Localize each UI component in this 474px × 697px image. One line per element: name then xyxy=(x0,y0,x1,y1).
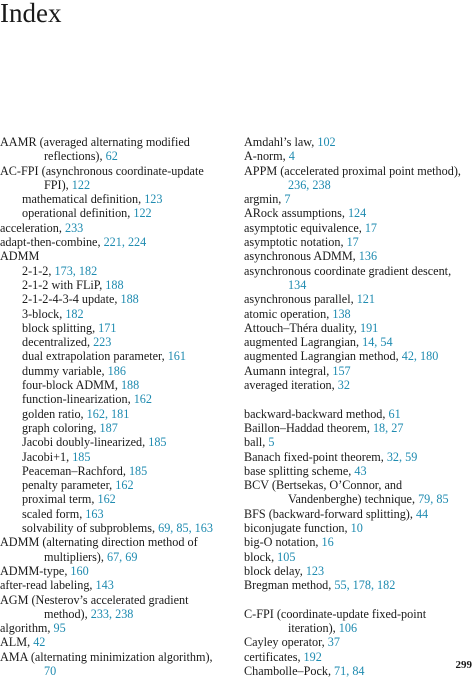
index-entry xyxy=(244,364,466,378)
index-subentry xyxy=(0,435,226,449)
index-entry xyxy=(0,578,226,592)
index-subentry xyxy=(0,464,226,478)
index-column-left xyxy=(0,135,226,678)
index-term: block splitting, xyxy=(22,320,99,335)
index-term: Vandenberghe) technique, xyxy=(288,492,419,507)
index-term: backward-backward method, xyxy=(244,406,389,421)
index-term: ADMM (alternating direction method of xyxy=(0,535,198,550)
page-reference[interactable]: 42 xyxy=(33,635,46,650)
index-term: dual extrapolation parameter, xyxy=(22,349,168,364)
index-subentry xyxy=(0,507,226,521)
index-term: Baillon–Haddad theorem, xyxy=(244,420,373,435)
page-reference[interactable]: 236, 238 xyxy=(288,177,331,192)
index-term: 2-1-2 with FLiP, xyxy=(22,277,106,292)
index-term: C-FPI (coordinate-update fixed-point xyxy=(244,606,427,621)
page-reference[interactable]: 185 xyxy=(72,449,91,464)
index-term: certificates, xyxy=(244,649,304,664)
index-term: decentralized, xyxy=(22,335,94,350)
page-reference[interactable]: 221, 224 xyxy=(103,235,147,250)
page-reference[interactable]: 163 xyxy=(85,506,104,521)
index-subentry xyxy=(0,492,226,506)
index-entry xyxy=(0,249,226,263)
page-reference[interactable]: 16 xyxy=(321,535,334,550)
page-reference[interactable]: 223 xyxy=(93,335,112,350)
index-term: Amdahl’s law, xyxy=(244,135,318,149)
index-subentry xyxy=(0,364,226,378)
index-subentry xyxy=(0,206,226,220)
page-reference[interactable]: 192 xyxy=(303,649,322,664)
page-reference[interactable]: 79, 85 xyxy=(418,492,449,507)
page-reference[interactable]: 55, 178, 182 xyxy=(334,578,396,593)
page-reference[interactable]: 233 xyxy=(64,220,84,235)
page-reference[interactable]: 4 xyxy=(288,149,295,164)
index-term: AGM (Nesterov’s accelerated gradient xyxy=(0,592,189,607)
index-entry xyxy=(0,635,226,649)
index-entry xyxy=(244,221,466,235)
page-reference[interactable]: 14, 54 xyxy=(362,335,393,350)
index-entry xyxy=(0,564,226,578)
index-term: asynchronous coordinate gradient descent, xyxy=(244,263,452,278)
page-reference[interactable]: 191 xyxy=(359,320,379,335)
index-entry xyxy=(244,349,466,363)
index-term: asymptotic notation, xyxy=(244,235,347,250)
index-term: golden ratio, xyxy=(22,406,87,421)
index-entry xyxy=(244,292,466,306)
page-reference[interactable]: 185 xyxy=(128,463,148,478)
index-entry xyxy=(244,192,466,206)
page-reference[interactable]: 69, 85, 163 xyxy=(158,521,213,536)
index-term: Aumann integral, xyxy=(244,363,333,378)
index-term: APPM (accelerated proximal point method), xyxy=(244,163,461,178)
index-entry xyxy=(244,635,466,649)
index-subentry xyxy=(0,521,226,535)
page-reference[interactable]: 17 xyxy=(346,235,359,250)
index-subentry xyxy=(0,450,226,464)
index-entry xyxy=(0,621,226,635)
page-reference[interactable]: 185 xyxy=(148,435,167,450)
index-subentry xyxy=(0,378,226,392)
page-reference[interactable]: 143 xyxy=(95,578,114,593)
index-term: reflections), xyxy=(44,149,106,164)
index-term: augmented Lagrangian, xyxy=(244,335,363,350)
index-term: asymptotic equivalence, xyxy=(244,220,365,235)
page-reference[interactable]: 95 xyxy=(53,621,66,636)
index-entry xyxy=(244,307,466,321)
page-reference[interactable]: 123 xyxy=(144,192,163,207)
page-reference[interactable]: 105 xyxy=(277,549,296,564)
page-reference[interactable]: 188 xyxy=(105,277,124,292)
index-subentry xyxy=(0,349,226,363)
index-term: averaged iteration, xyxy=(244,378,338,393)
index-term: Peaceman–Rachford, xyxy=(22,463,129,478)
index-subentry xyxy=(0,192,226,206)
index-term: atomic operation, xyxy=(244,306,333,321)
page-reference[interactable]: 67, 69 xyxy=(106,549,138,564)
index-term: 2-1-2-4-3-4 update, xyxy=(22,292,121,307)
index-subentry xyxy=(0,278,226,292)
index-subentry xyxy=(0,321,226,335)
index-entry xyxy=(0,535,226,564)
index-term: penalty parameter, xyxy=(22,478,116,493)
index-entry xyxy=(244,507,466,521)
page-reference[interactable]: 187 xyxy=(99,420,118,435)
page-reference[interactable]: 160 xyxy=(70,563,89,578)
page-reference[interactable]: 124 xyxy=(347,206,367,221)
page-reference[interactable]: 17 xyxy=(364,220,378,235)
index-term: ALM, xyxy=(0,635,34,650)
index-term: acceleration, xyxy=(0,220,65,235)
index-subentry xyxy=(0,264,226,278)
index-entry xyxy=(244,535,466,549)
index-term: solvability of subproblems, xyxy=(22,521,159,536)
index-term: four-block ADMM, xyxy=(22,378,121,393)
index-term: operational definition, xyxy=(22,206,134,221)
index-term: 2-1-2, xyxy=(22,263,55,278)
page-reference[interactable]: 10 xyxy=(350,521,363,536)
index-entry xyxy=(244,478,466,507)
index-entry xyxy=(0,135,226,164)
index-entry xyxy=(244,206,466,220)
index-subentry xyxy=(0,335,226,349)
page-reference[interactable]: 162 xyxy=(133,392,152,407)
index-entry xyxy=(244,550,466,564)
index-entry xyxy=(244,578,466,592)
index-term: Bregman method, xyxy=(244,578,335,593)
page-reference[interactable]: 71, 84 xyxy=(334,663,365,678)
index-term: Attouch–Théra duality, xyxy=(244,320,360,335)
page-reference[interactable]: 70 xyxy=(44,663,57,678)
page-reference[interactable]: 136 xyxy=(358,249,378,264)
index-term: multipliers), xyxy=(44,549,107,564)
index-entry xyxy=(244,564,466,578)
page-reference[interactable]: 37 xyxy=(327,635,340,650)
index-column-right xyxy=(244,135,466,678)
index-entry xyxy=(244,650,466,664)
index-entry xyxy=(0,164,226,193)
index-term: method), xyxy=(44,606,91,621)
index-entry xyxy=(244,149,466,163)
page-reference[interactable]: 162 xyxy=(97,492,116,507)
page-title: Index xyxy=(0,0,62,28)
letter-group-gap xyxy=(244,392,466,406)
index-term: base splitting scheme, xyxy=(244,463,355,478)
page-reference[interactable]: 162, 181 xyxy=(86,406,130,421)
page-reference[interactable]: 122 xyxy=(133,206,152,221)
index-subentry xyxy=(0,478,226,492)
index-entry xyxy=(244,421,466,435)
index-entry xyxy=(244,664,466,678)
index-term: iteration), xyxy=(288,621,339,636)
index-term: block, xyxy=(244,549,278,564)
page-reference[interactable]: 134 xyxy=(288,277,307,292)
page-reference[interactable]: 161 xyxy=(167,349,186,364)
index-term: ADMM-type, xyxy=(0,563,71,578)
index-term: ADMM xyxy=(0,249,40,264)
index-term: A-norm, xyxy=(244,149,289,164)
index-term: graph coloring, xyxy=(22,420,100,435)
index-term: argmin, xyxy=(244,192,285,207)
page-reference[interactable]: 188 xyxy=(120,292,139,307)
index-entry xyxy=(244,521,466,535)
index-term: FPI), xyxy=(44,177,72,192)
page-reference[interactable]: 102 xyxy=(317,135,336,149)
index-entry xyxy=(244,435,466,449)
index-entry xyxy=(0,235,226,249)
index-term: Banach fixed-point theorem, xyxy=(244,449,387,464)
page-reference[interactable]: 18, 27 xyxy=(372,420,404,435)
page-reference[interactable]: 122 xyxy=(71,177,91,192)
page-reference[interactable]: 32, 59 xyxy=(386,449,418,464)
index-entry xyxy=(244,607,466,636)
index-term: ball, xyxy=(244,435,269,450)
index-term: Jacobi doubly-linearized, xyxy=(22,435,149,450)
page-reference[interactable]: 61 xyxy=(388,406,401,421)
index-term: adapt-then-combine, xyxy=(0,235,104,250)
index-term: block delay, xyxy=(244,563,306,578)
page-reference[interactable]: 182 xyxy=(65,306,84,321)
page-reference[interactable]: 233, 238 xyxy=(90,606,134,621)
index-entry xyxy=(0,650,226,679)
index-term: BFS (backward-forward splitting), xyxy=(244,506,416,521)
page-reference[interactable]: 171 xyxy=(98,320,117,335)
page-reference[interactable]: 186 xyxy=(107,363,126,378)
index-entry xyxy=(244,450,466,464)
page-reference[interactable]: 32 xyxy=(337,378,350,393)
index-entry xyxy=(0,593,226,622)
index-term: asynchronous ADMM, xyxy=(244,249,359,264)
index-entry xyxy=(244,335,466,349)
index-entry xyxy=(244,249,466,263)
page-reference[interactable]: 44 xyxy=(415,506,429,521)
index-entry xyxy=(244,164,466,193)
index-term: proximal term, xyxy=(22,492,98,507)
index-term: asynchronous parallel, xyxy=(244,292,357,307)
index-subentry xyxy=(0,307,226,321)
page-reference[interactable]: 121 xyxy=(356,292,375,307)
page-reference[interactable]: 7 xyxy=(284,192,291,207)
index-term: ARock assumptions, xyxy=(244,206,348,221)
page-reference[interactable]: 62 xyxy=(105,149,118,164)
index-subentry xyxy=(0,421,226,435)
index-term: AMA (alternating minimization algorithm), xyxy=(0,649,213,664)
index-term: scaled form, xyxy=(22,506,86,521)
index-entry xyxy=(244,378,466,392)
index-term: algorithm, xyxy=(0,621,54,636)
page-reference[interactable]: 188 xyxy=(120,378,140,393)
index-term: Jacobi+1, xyxy=(22,449,73,464)
index-term: BCV (Bertsekas, O’Connor, and xyxy=(244,478,403,493)
page-reference[interactable]: 5 xyxy=(268,435,275,450)
index-entry xyxy=(244,135,466,149)
index-entry xyxy=(244,407,466,421)
index-entry xyxy=(244,464,466,478)
index-subentry xyxy=(0,392,226,406)
index-term: after-read labeling, xyxy=(0,578,96,593)
index-term: dummy variable, xyxy=(22,363,108,378)
index-term: 3-block, xyxy=(22,306,66,321)
index-term: AC-FPI (asynchronous coordinate-update xyxy=(0,163,204,178)
page-reference[interactable]: 123 xyxy=(305,563,325,578)
index-term: augmented Lagrangian method, xyxy=(244,349,402,364)
index-term: function-linearization, xyxy=(22,392,134,407)
index-term: Chambolle–Pock, xyxy=(244,663,335,678)
index-term: mathematical definition, xyxy=(22,192,145,207)
index-entry xyxy=(244,264,466,293)
index-entry xyxy=(0,221,226,235)
page-reference[interactable]: 157 xyxy=(332,363,351,378)
index-term: Cayley operator, xyxy=(244,635,328,650)
page-reference[interactable]: 42, 180 xyxy=(401,349,439,364)
index-term: AAMR (averaged alternating modified xyxy=(0,135,190,149)
page-reference[interactable]: 162 xyxy=(115,478,134,493)
index-term: big-O notation, xyxy=(244,535,322,550)
index-subentry xyxy=(0,407,226,421)
page-reference[interactable]: 173, 182 xyxy=(54,263,98,278)
page-reference[interactable]: 43 xyxy=(354,463,367,478)
index-entry xyxy=(244,321,466,335)
page-reference[interactable]: 138 xyxy=(332,306,351,321)
page-reference[interactable]: 106 xyxy=(338,621,358,636)
page-number: 299 xyxy=(455,659,472,671)
index-entry xyxy=(244,235,466,249)
index-term: biconjugate function, xyxy=(244,521,351,536)
index-subentry xyxy=(0,292,226,306)
letter-group-gap xyxy=(244,593,466,607)
